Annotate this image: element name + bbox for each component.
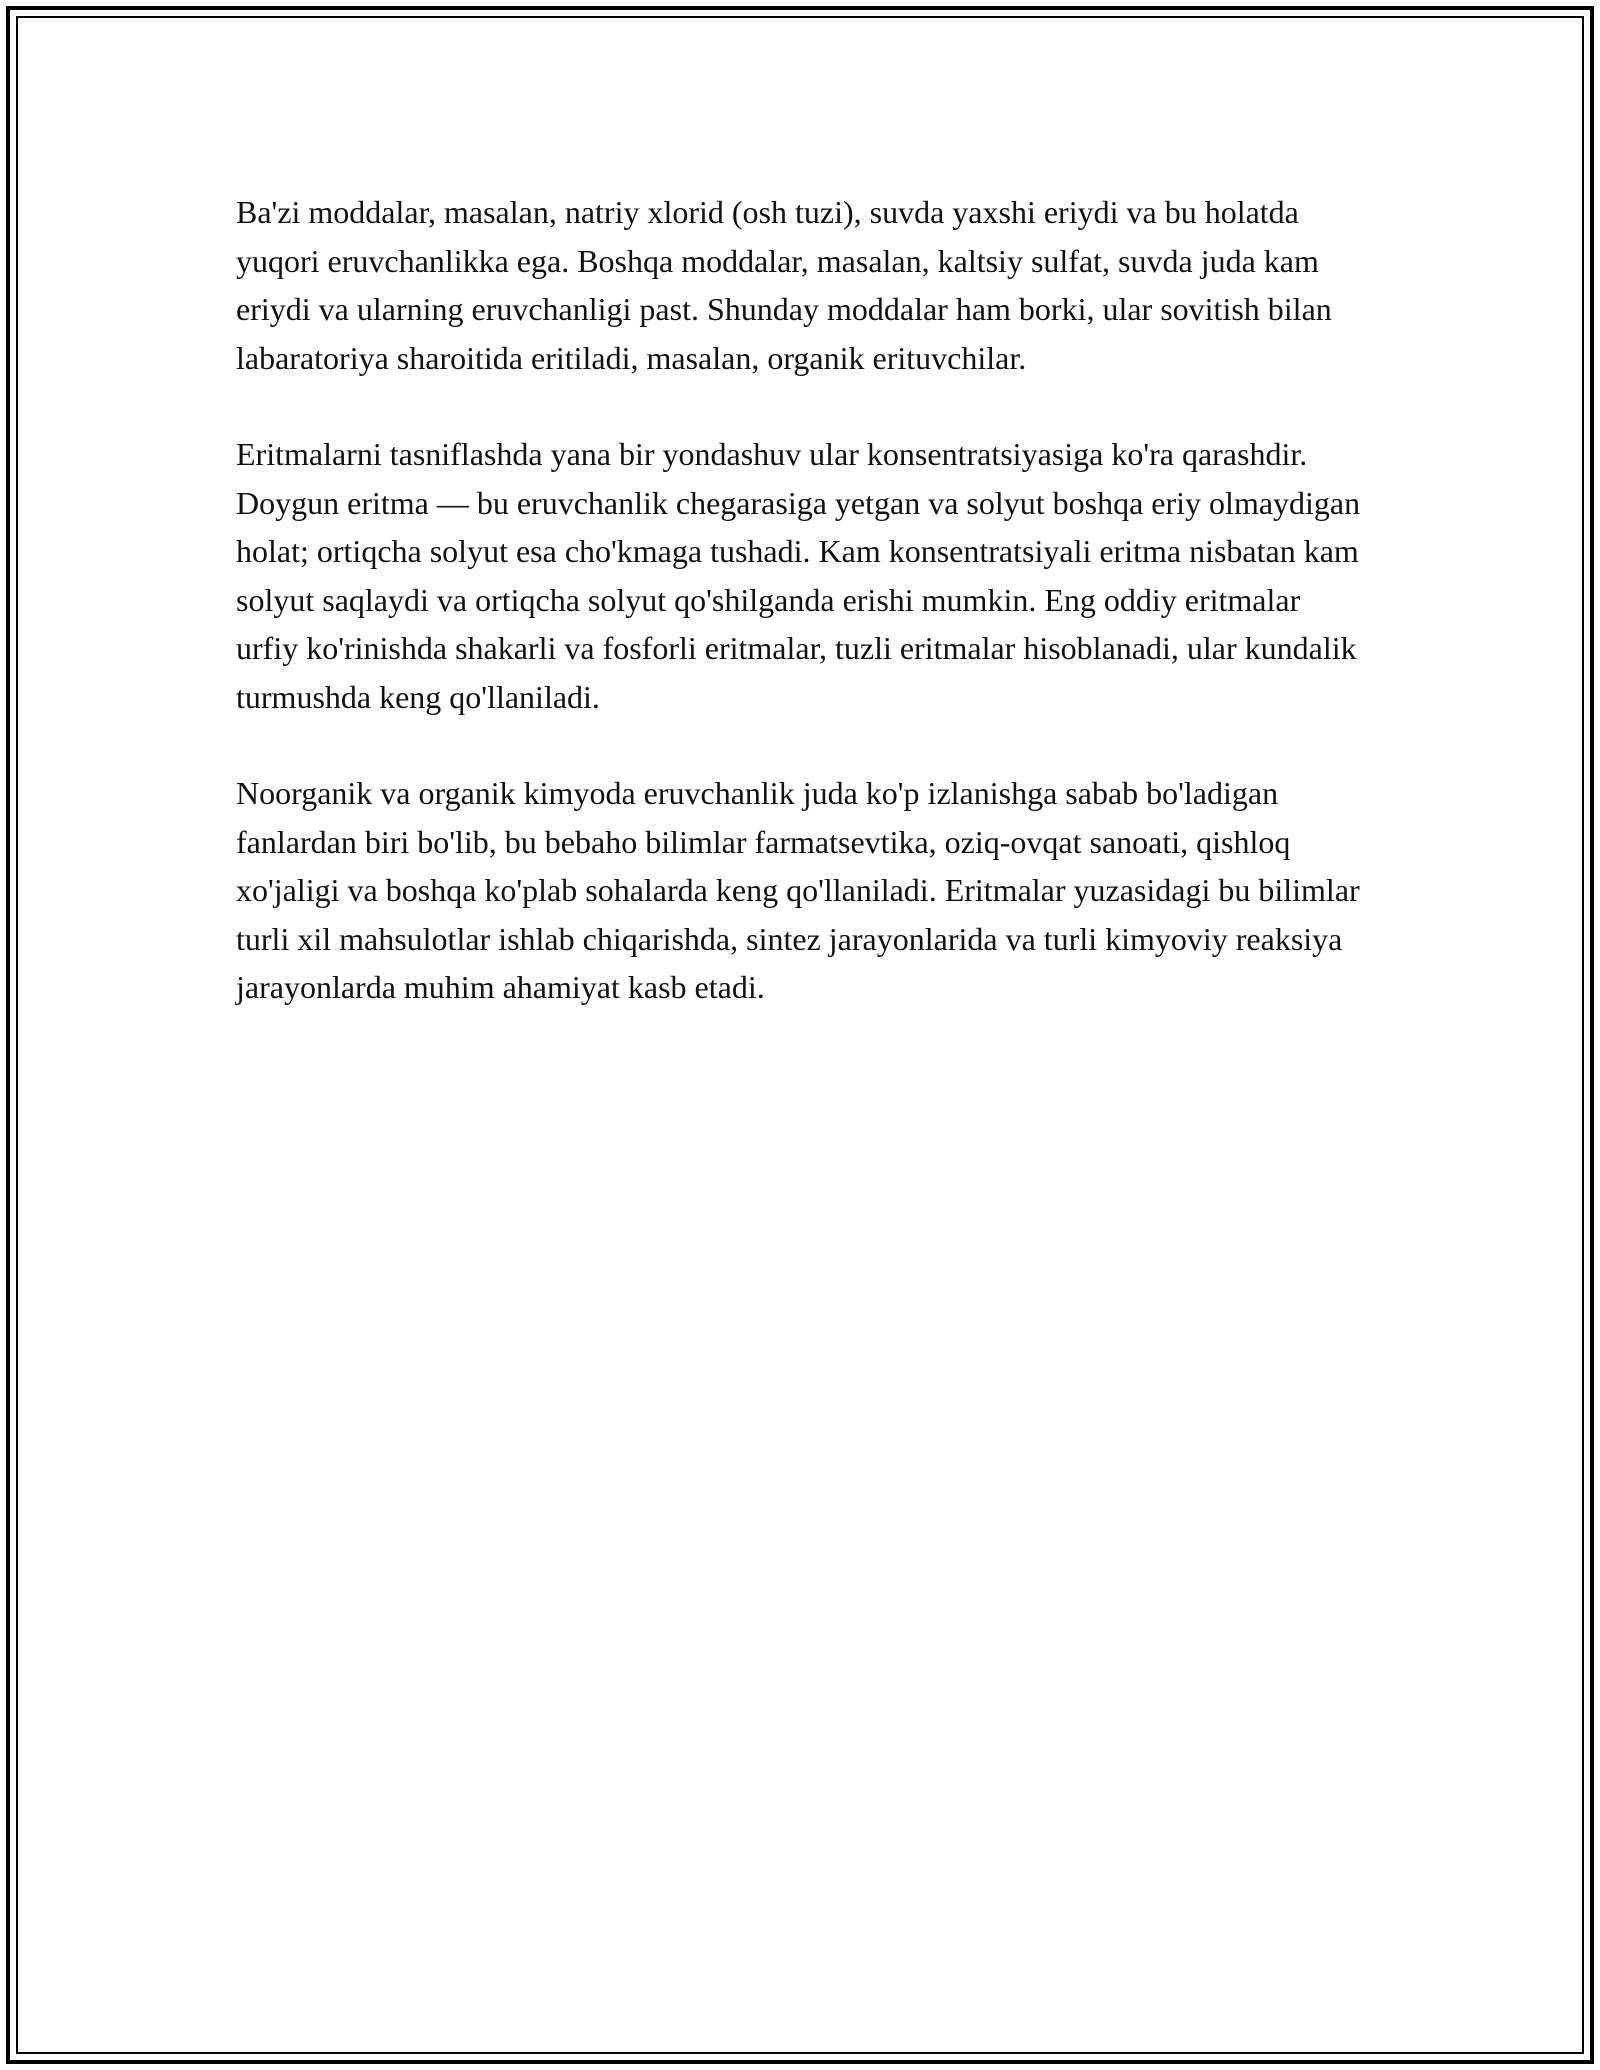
paragraph-applications: Noorganik va organik kimyoda eruvchanlik juda ko'p izlanishga sabab bo'ladigan fanlardan biri bo'lib, bu bebaho bilimlar farmatsevtika, oziq-ovqat sanoati, qishloq xo'jaligi va boshqa ko'plab sohalarda keng qo'llaniladi. Eritmalar yuzasidagi bu bilimlar turli xil mahsulotlar ishlab chiqarishda, sintez jarayonlarida va turli kimyoviy reaksiya jarayonlarda muhim ahamiyat kasb etadi. — [236, 775, 1360, 1005]
paragraph-concentration-classification: Eritmalarni tasniflashda yana bir yondashuv ular konsentratsiyasiga ko'ra qarashdir. Doygun eritma — bu eruvchanlik chegarasiga yetgan va solyut boshqa eriy olmaydigan holat; ortiqcha solyut esa cho'kmaga tushadi. Kam konsentratsiyali eritma nisbatan kam solyut saqlaydi va ortiqcha solyut qo'shilganda erishi mumkin. Eng oddiy eritmalar urfiy ko'rinishda shakarli va fosforli eritmalar, tuzli eritmalar hisoblanadi, ular kundalik turmushda keng qo'llaniladi. — [236, 436, 1361, 715]
paragraph-solubility-examples: Ba'zi moddalar, masalan, natriy xlorid (osh tuzi), suvda yaxshi eriydi va bu holatda yuqori eruvchanlikka ega. Boshqa moddalar, masalan, kaltsiy sulfat, suvda juda kam eriydi va ularning eruvchanligi past. Shunday moddalar ham borki, ular sovitish bilan labaratoriya sharoitida eritiladi, masalan, organik erituvchilar. — [236, 194, 1332, 376]
document-body — [236, 188, 1366, 1060]
